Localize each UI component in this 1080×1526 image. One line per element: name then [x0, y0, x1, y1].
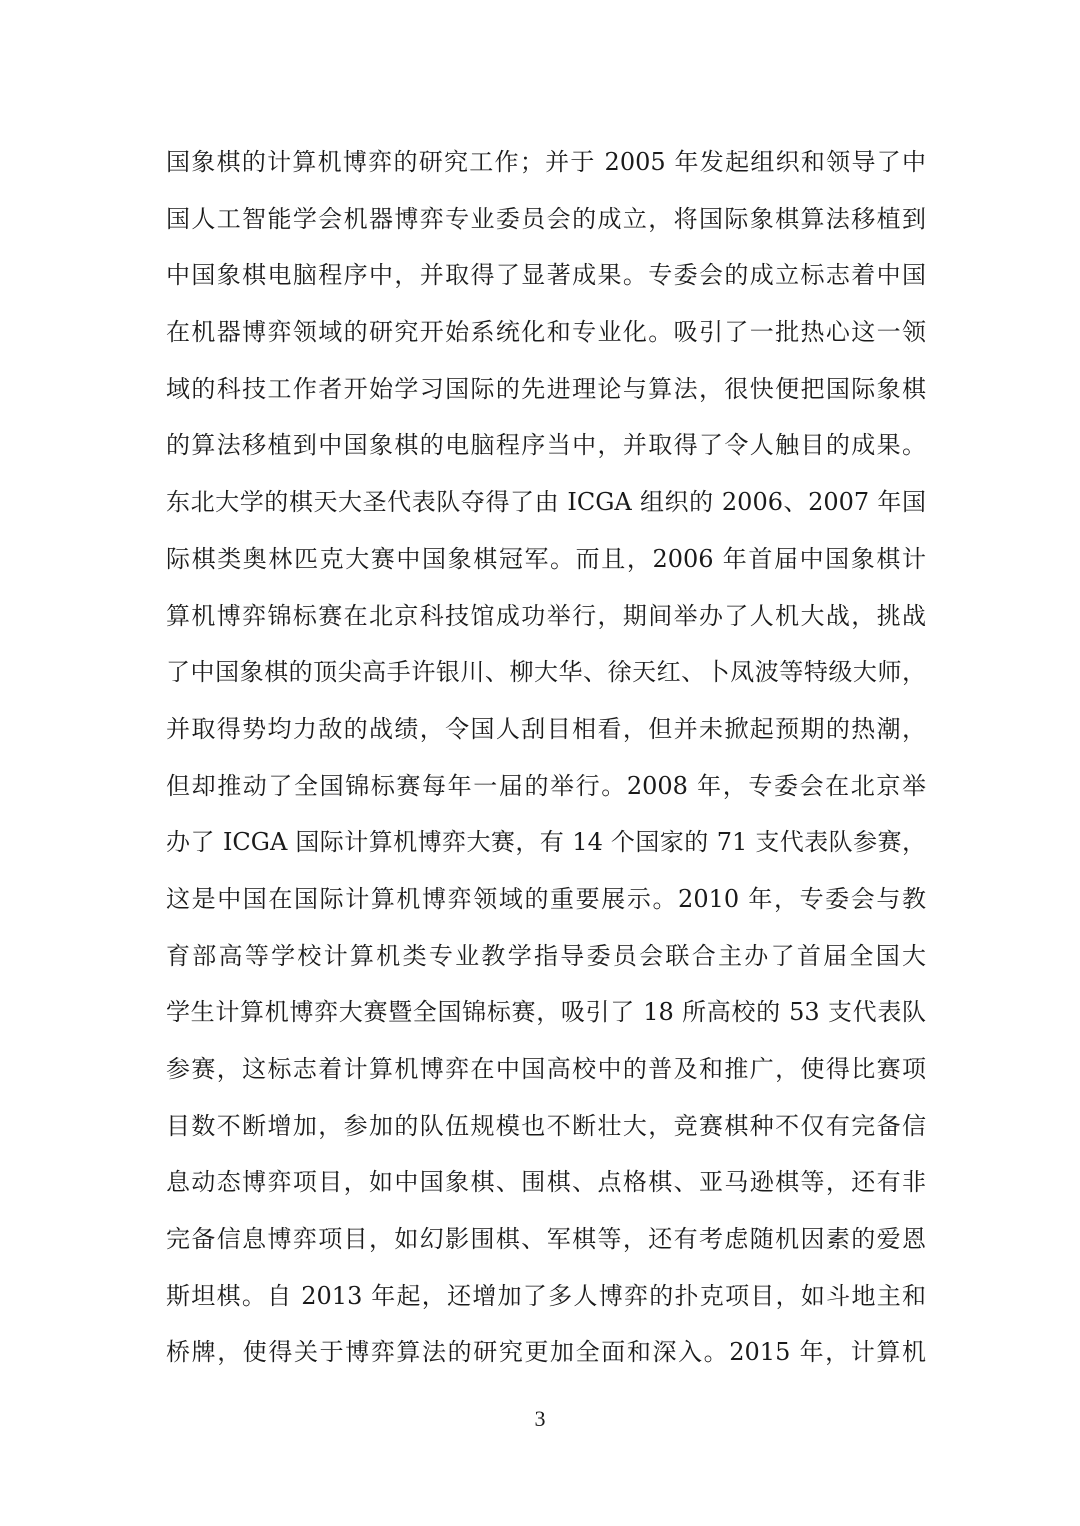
text-line: 算机博弈锦标赛在北京科技馆成功举行，期间举办了人机大战，挑战 — [166, 601, 926, 630]
text-line: 桥牌，使得关于博弈算法的研究更加全面和深入。2015 年，计算机 — [166, 1338, 926, 1367]
text-line: 际棋类奥林匹克大赛中国象棋冠军。而且，2006 年首届中国象棋计 — [166, 544, 926, 573]
text-line: 东北大学的棋天大圣代表队夺得了由 ICGA 组织的 2006、2007 年国 — [166, 488, 926, 517]
text-line: 中国象棋电脑程序中，并取得了显著成果。专委会的成立标志着中国 — [166, 261, 926, 290]
text-line: 斯坦棋。自 2013 年起，还增加了多人博弈的扑克项目，如斗地主和 — [166, 1281, 926, 1310]
text-line: 域的科技工作者开始学习国际的先进理论与算法，很快便把国际象棋 — [166, 374, 926, 403]
page-number: 3 — [534, 1406, 546, 1431]
text-line: 在机器博弈领域的研究开始系统化和专业化。吸引了一批热心这一领 — [166, 318, 926, 347]
text-line: 国象棋的计算机博弈的研究工作；并于 2005 年发起组织和领导了中 — [166, 148, 926, 176]
text-line: 但却推动了全国锦标赛每年一届的举行。2008 年，专委会在北京举 — [166, 771, 926, 800]
text-line: 并取得势均力敌的战绩，令国人刮目相看，但并未掀起预期的热潮， — [166, 714, 926, 743]
text-line: 这是中国在国际计算机博弈领域的重要展示。2010 年，专委会与教 — [166, 884, 926, 913]
body-text — [166, 140, 926, 1387]
text-line: 参赛，这标志着计算机博弈在中国高校中的普及和推广，使得比赛项 — [166, 1055, 926, 1083]
text-line: 国人工智能学会机器博弈专业委员会的成立，将国际象棋算法移植到 — [166, 204, 926, 233]
text-line: 完备信息博弈项目，如幻影围棋、军棋等，还有考虑随机因素的爱恩 — [166, 1225, 926, 1254]
text-line: 了中国象棋的顶尖高手许银川、柳大华、徐天红、卜凤波等特级大师， — [166, 658, 926, 687]
text-line: 的算法移植到中国象棋的电脑程序当中，并取得了令人触目的成果。 — [166, 431, 926, 460]
text-line: 育部高等学校计算机类专业教学指导委员会联合主办了首届全国大 — [166, 941, 926, 970]
text-line: 息动态博弈项目，如中国象棋、围棋、点格棋、亚马逊棋等，还有非 — [166, 1168, 926, 1197]
text-line: 学生计算机博弈大赛暨全国锦标赛，吸引了 18 所高校的 53 支代表队 — [166, 998, 926, 1027]
text-line: 办了 ICGA 国际计算机博弈大赛，有 14 个国家的 71 支代表队参赛， — [166, 828, 926, 857]
text-line: 目数不断增加，参加的队伍规模也不断壮大，竞赛棋种不仅有完备信 — [166, 1111, 926, 1140]
